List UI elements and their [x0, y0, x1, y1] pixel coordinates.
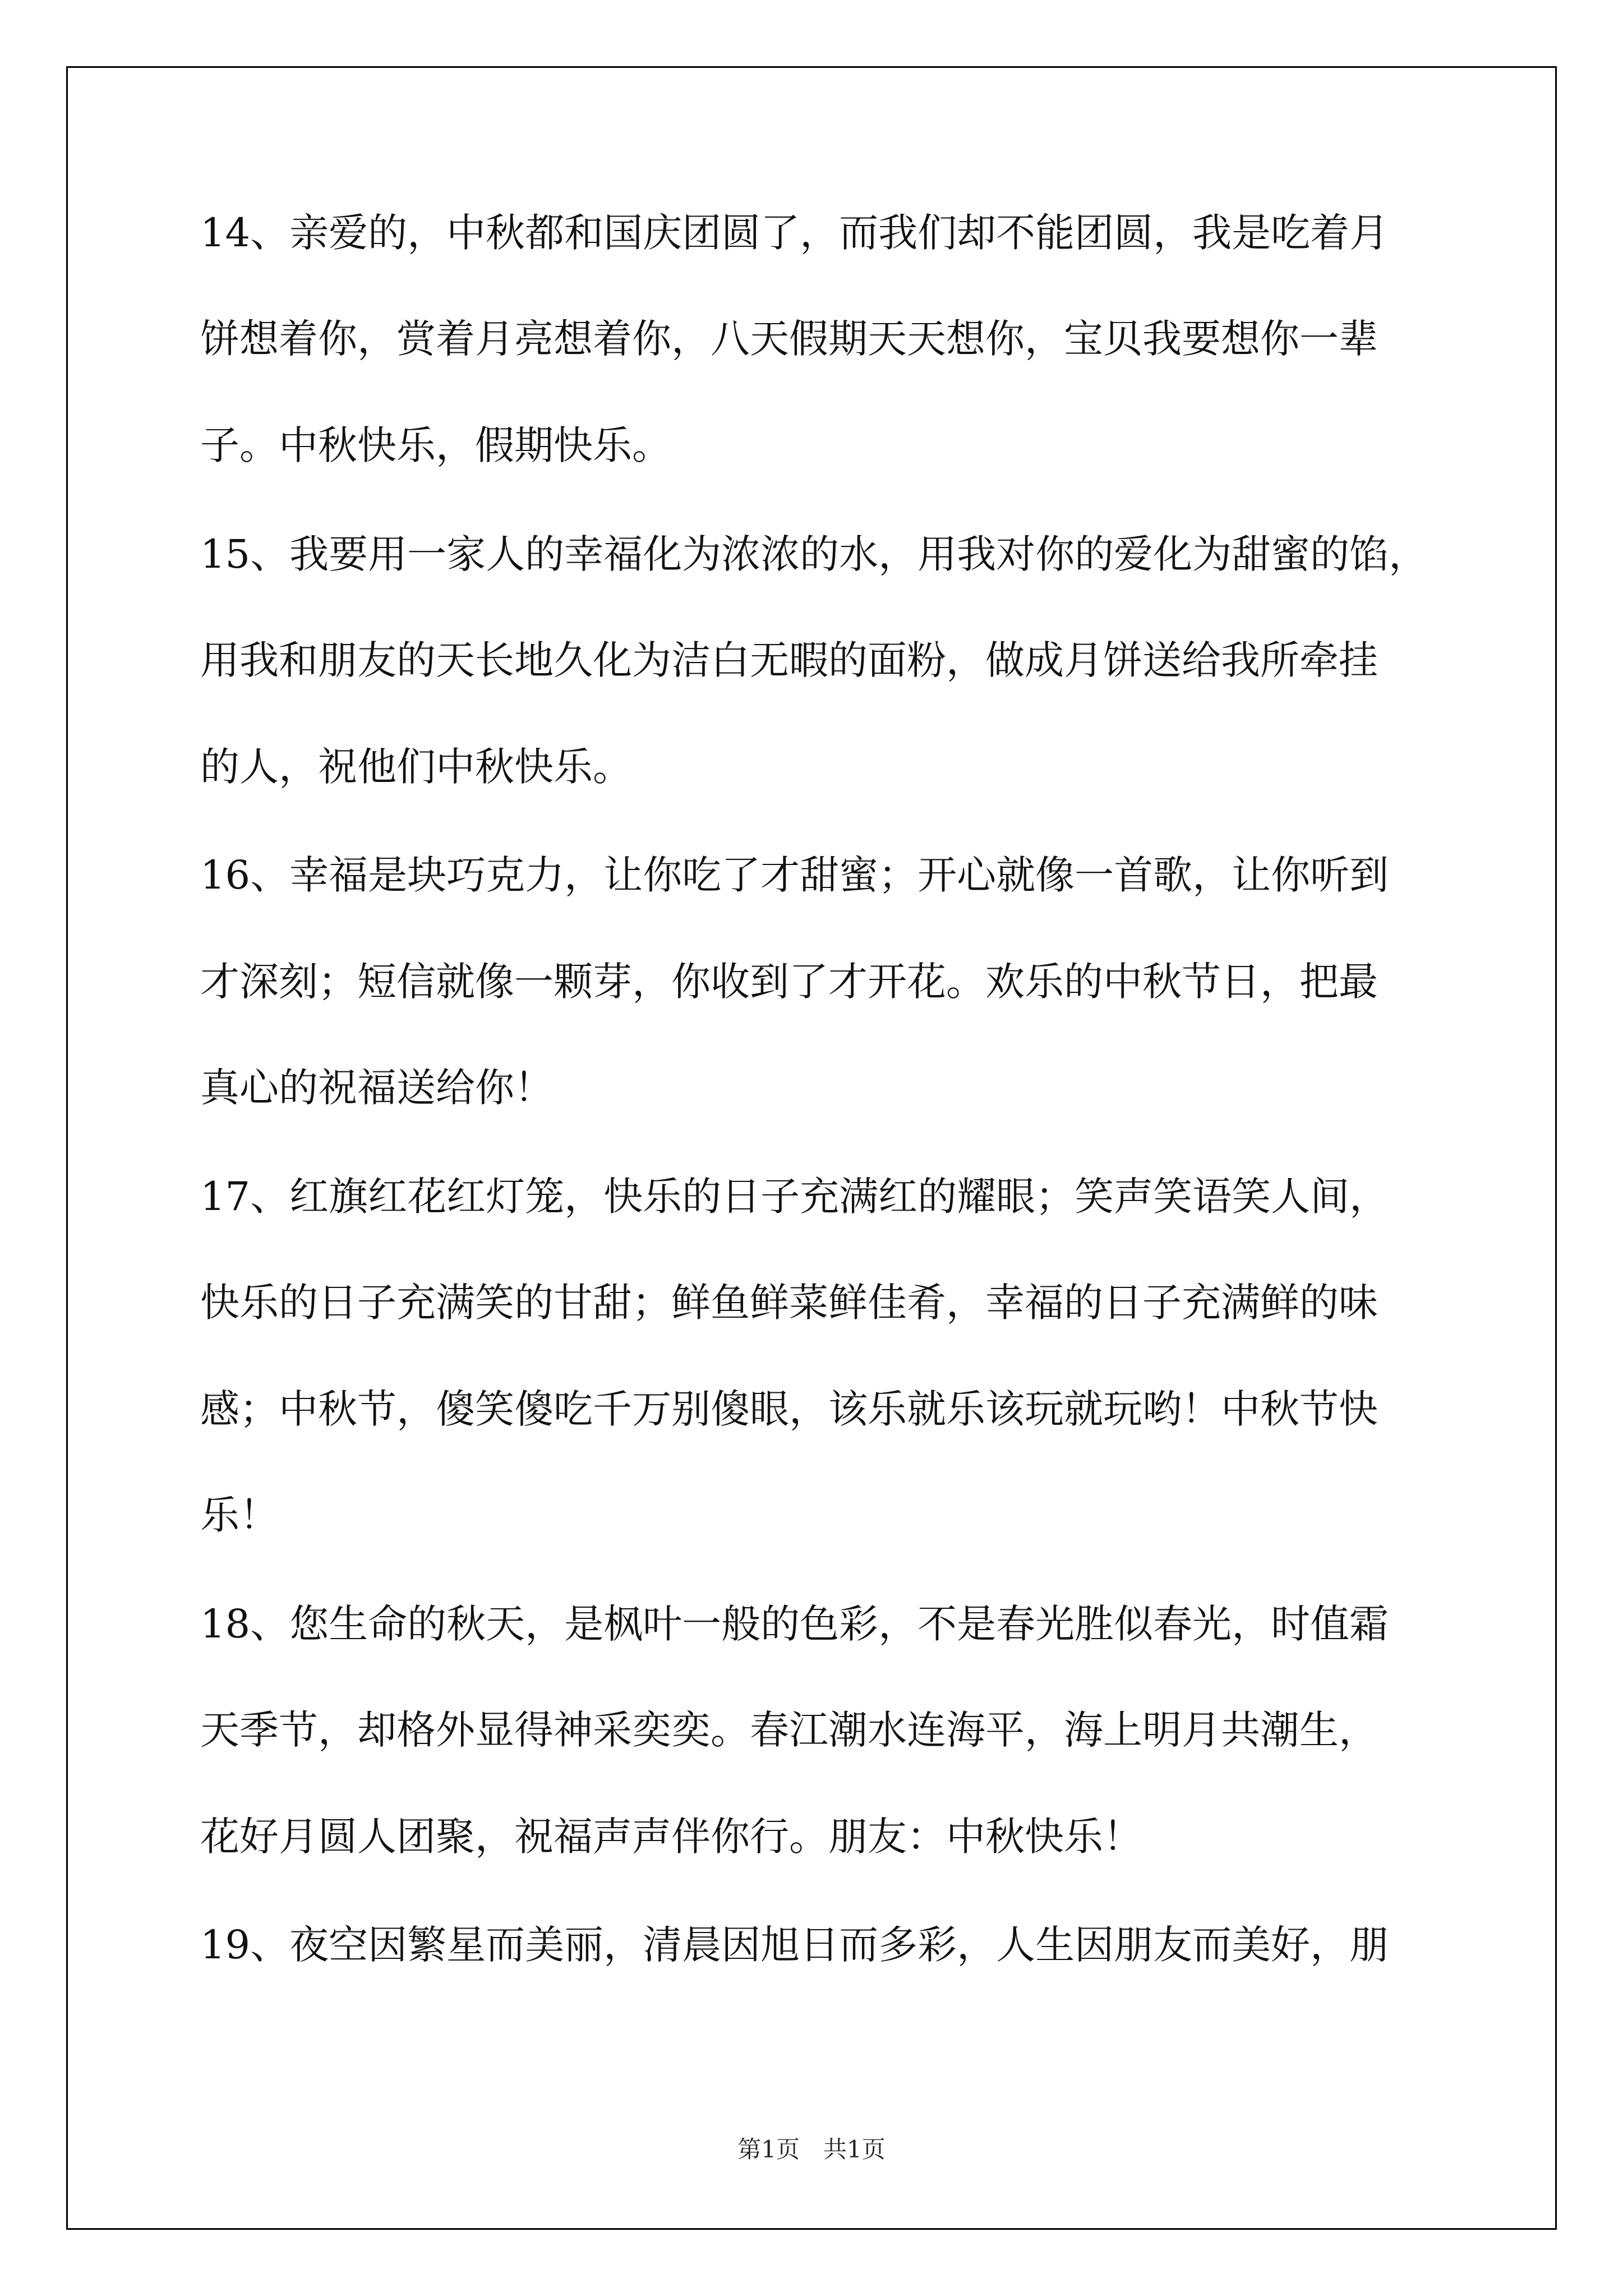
- text-line: 花好月圆人团聚，祝福声声伴你行。朋友：中秋快乐！: [200, 1814, 1142, 1860]
- text-line: 用我和朋友的天长地久化为洁白无暇的面粉，做成月饼送给我所牵挂: [200, 637, 1378, 683]
- page-footer: 第1页 共1页: [737, 2136, 886, 2163]
- text-line: 天季节，却格外显得神采奕奕。春江潮水连海平，海上明月共潮生，: [200, 1707, 1378, 1753]
- page-border: [66, 66, 1557, 2230]
- text-line: 19、夜空因繁星而美丽，清晨因旭日而多彩，人生因朋友而美好，朋: [200, 1922, 1389, 1968]
- text-line: 的人，祝他们中秋快乐。: [200, 744, 632, 790]
- text-line: 感；中秋节，傻笑傻吃千万别傻眼，该乐就乐该玩就玩哟！中秋节快: [200, 1386, 1378, 1432]
- text-line: 饼想着你，赏着月亮想着你，八天假期天天想你，宝贝我要想你一辈: [200, 316, 1378, 362]
- text-line: 子。中秋快乐，假期快乐。: [200, 422, 671, 468]
- text-line: 才深刻；短信就像一颗芽，你收到了才开花。欢乐的中秋节日，把最: [200, 959, 1378, 1005]
- text-line: 17、红旗红花红灯笼，快乐的日子充满红的耀眼；笑声笑语笑人间，: [200, 1174, 1389, 1220]
- text-line: 真心的祝福送给你！: [200, 1065, 554, 1111]
- text-line: 18、您生命的秋天，是枫叶一般的色彩，不是春光胜似春光，时值霜: [200, 1601, 1389, 1647]
- text-line: 乐！: [200, 1492, 279, 1538]
- text-line: 15、我要用一家人的幸福化为浓浓的水，用我对你的爱化为甜蜜的馅，: [200, 531, 1428, 577]
- text-line: 快乐的日子充满笑的甘甜；鲜鱼鲜菜鲜佳肴，幸福的日子充满鲜的味: [200, 1280, 1378, 1326]
- text-line: 14、亲爱的，中秋都和国庆团圆了，而我们却不能团圆，我是吃着月: [200, 210, 1389, 256]
- text-line: 16、幸福是块巧克力，让你吃了才甜蜜；开心就像一首歌，让你听到: [200, 852, 1389, 898]
